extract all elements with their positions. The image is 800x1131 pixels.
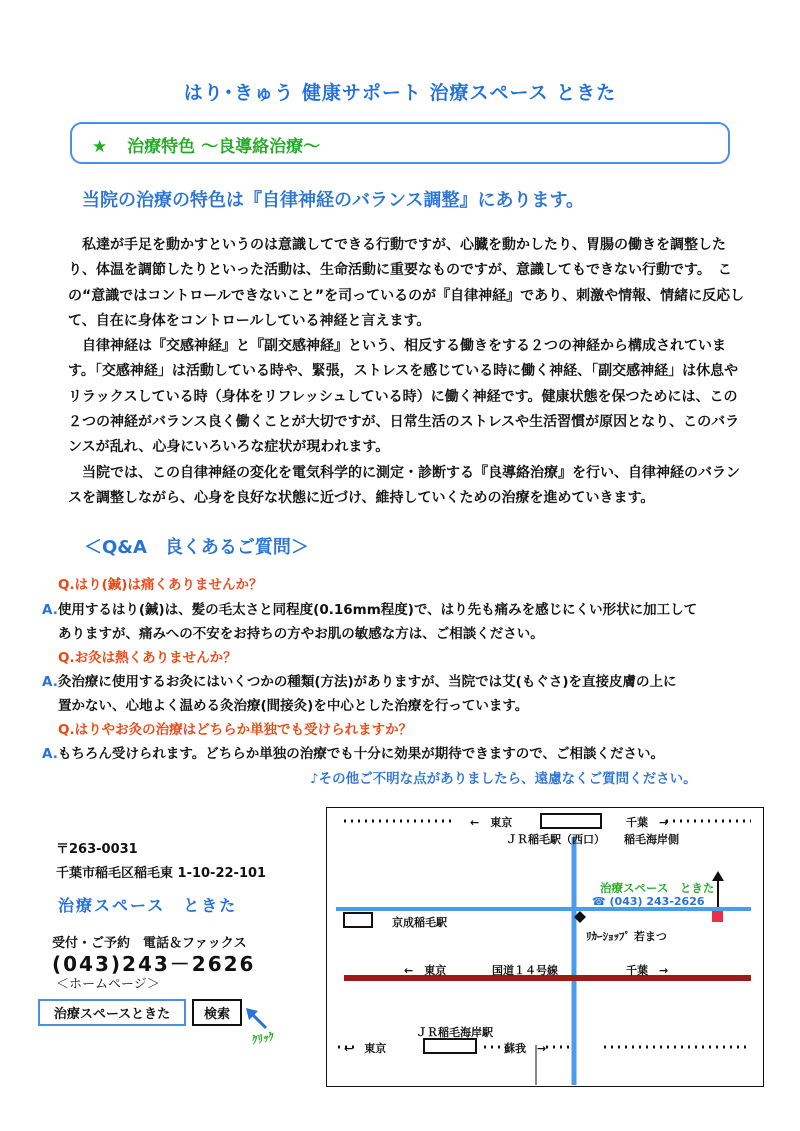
lead-text: 当院の治療の特色は『自律神経のバランス調整』にあります。 bbox=[82, 190, 585, 211]
answer-2 bbox=[42, 670, 677, 690]
question-1: Q.はり(鍼)は痛くありませんか？ bbox=[58, 577, 263, 593]
kaigan-station-box bbox=[424, 1039, 476, 1053]
keisei-station-box bbox=[344, 913, 372, 927]
body-text bbox=[68, 233, 748, 511]
map-clinic-phone: ☎ (043) 243-2626 bbox=[592, 895, 705, 908]
answer-mark: A. bbox=[42, 602, 58, 618]
feature-heading bbox=[92, 132, 320, 157]
map-kaigan-side: 稲毛海岸側 bbox=[624, 833, 679, 846]
map-kaigan-station: ＪＲ稲毛海岸駅 bbox=[416, 1026, 493, 1039]
answer-1-line2: ありますが、痛みへの不安をお持ちの方やお肌の敏感な方は、ご相談ください。 bbox=[58, 626, 544, 642]
question-2: Q.お灸は熱くありませんか？ bbox=[58, 650, 237, 666]
search-input[interactable]: 治療スペースときた bbox=[38, 999, 186, 1026]
map-route14-chiba: 千葉 → bbox=[626, 964, 669, 977]
postal-code: 〒263-0031 bbox=[56, 842, 138, 857]
map-route14-tokyo: ← 東京 bbox=[404, 964, 447, 977]
page-title: はり･きゅう 健康サポート 治療スペース ときた bbox=[183, 82, 617, 104]
answer-mark: A. bbox=[42, 674, 58, 690]
qa-heading: ＜Q&A 良くあるご質問＞ bbox=[84, 537, 309, 558]
clinic-marker bbox=[712, 911, 723, 922]
answer-line: 使用するはり(鍼)は、髪の毛太さと同程度(0.16mm程度)で、はり先も痛みを感じにくい形状に加工して bbox=[57, 602, 698, 618]
answer-2-line2: 置かない、心地よく温める灸治療(間接灸)を中心とした治療を行っています。 bbox=[58, 698, 529, 714]
answer-1 bbox=[42, 598, 697, 618]
paragraph: 当院では、この自律神経の変化を電気科学的に測定・診断する『良導絡治療』を行い、自律神経のバランスを調整しながら、心身を良好な状態に近づけ、維持していくための治療を進めていきます。 bbox=[68, 464, 740, 506]
clinic-name: 治療スペース ときた bbox=[58, 896, 238, 915]
reception-label: 受付・ご予約 電話＆ファックス bbox=[52, 936, 247, 951]
arrow-pointer-icon bbox=[244, 1006, 270, 1032]
answer-line: もちろん受けられます。どちらか単独の治療でも十分に効果が期待できますので、ご相談ください。 bbox=[57, 746, 664, 762]
feature-label: 治療特色 ～良導絡治療～ bbox=[127, 137, 321, 157]
closing-note: ♪その他ご不明な点がありましたら、遠慮なくご質問ください。 bbox=[310, 771, 697, 787]
answer-mark: A. bbox=[42, 746, 58, 762]
map-route14: 国道１４号線 bbox=[492, 964, 558, 977]
paragraph: 私達が手足を動かすというのは意識してできる行動ですが、心臓を動かしたり、胃腸の働きを調整したり、体温を調節したりといった活動は、生命活動に重要なものですが、意識してもできない行動です。 この“意識ではコントロールできないこと”を司っているのが『自律神経』であり、刺激や情報、情緒に反応して、自在に身体をコントロールしている神経と言えます。 bbox=[68, 237, 745, 329]
phone-number: (043)243－2626 bbox=[52, 952, 256, 976]
question-3: Q.はりやお灸の治療はどちらか単独でも受けられますか？ bbox=[58, 722, 413, 738]
click-label: ｸﾘｯｸ bbox=[251, 1030, 276, 1047]
map-keisei-station: 京成稲毛駅 bbox=[392, 916, 447, 929]
search-button[interactable]: 検索 bbox=[192, 999, 242, 1026]
map-bottom-tokyo: ← 東京 bbox=[344, 1042, 387, 1055]
answer-3 bbox=[42, 742, 664, 762]
map-jr-chiba: 千葉 → bbox=[626, 816, 669, 829]
jr-station-box bbox=[541, 814, 601, 828]
answer-line: 灸治療に使用するお灸にはいくつかの種類(方法)がありますが、当院では艾(もぐさ)を直接皮膚の上に bbox=[57, 674, 677, 690]
map-liquor-shop: ﾘｶｰｼｮｯﾌﾟ 若まつ bbox=[586, 930, 667, 943]
map-jr-station: ＪＲ稲毛駅（西口） bbox=[506, 833, 605, 846]
star-icon: ★ bbox=[92, 137, 108, 157]
paragraph: 自律神経は『交感神経』と『副交感神経』という、相反する働きをする２つの神経から構成されています。「交感神経」は活動している時や、緊張，ストレスを感じている時に働く神経、「副交感神経」は休息やリラックスしている時（身体をリフレッシュしている時）に働く神経です。健康状態を保つためには、この２つの神経がバランス良く働くことが大切ですが、日常生活のストレスや生活習慣が原因となり、このバランスが乱れ、心身にいろいろな症状が現われます。 bbox=[68, 338, 740, 456]
address: 千葉市稲毛区稲毛東 1-10-22-101 bbox=[56, 866, 267, 881]
map-bottom-soga: 蘇我 → bbox=[504, 1042, 547, 1055]
homepage-label: ＜ホームページ＞ bbox=[56, 977, 160, 992]
map-clinic-name: 治療スペース ときた bbox=[600, 881, 715, 895]
map-jr-tokyo: ← 東京 bbox=[470, 816, 513, 829]
